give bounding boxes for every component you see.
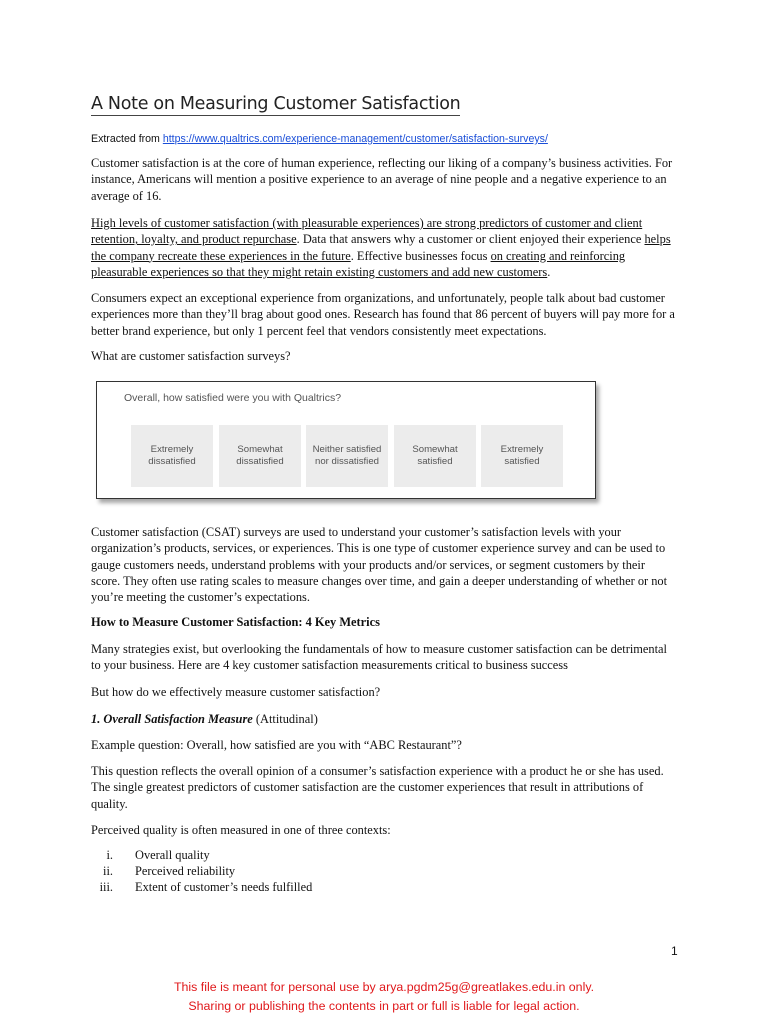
document-title: A Note on Measuring Customer Satisfaction: [91, 94, 461, 114]
survey-question: Overall, how satisfied were you with Qualtrics?: [124, 392, 342, 404]
source-prefix: Extracted from: [91, 133, 163, 145]
underlined-phrase-2: helps the company recreate these experiences in the future: [91, 232, 671, 263]
option-somewhat-satisfied: Somewhat satisfied: [394, 425, 476, 487]
text-segment: . Effective businesses focus: [350, 248, 491, 263]
list-number: iii.: [99, 880, 113, 894]
list-number: ii.: [103, 864, 113, 878]
heading-key-metrics: How to Measure Customer Satisfaction: 4 Key Metrics: [91, 615, 380, 629]
paragraph-consumers: Consumers expect an exceptional experience from organizations, and unfortunately, people talk about bad customer experiences more than they’ll brag about good ones. Research has found that 86 percent of buyers will pay more for a better brand experience, but only 1 percent feel that vendors consistently meet expectations.: [91, 291, 675, 338]
paragraph-how-measure: But how do we effectively measure customer satisfaction?: [91, 685, 381, 699]
paragraph-question-csat: What are customer satisfaction surveys?: [91, 349, 291, 363]
survey-figure: [96, 381, 596, 499]
list-item: Perceived reliability: [135, 864, 236, 878]
usage-notice-line-1: This file is meant for personal use by arya.pgdm25g@greatlakes.edu.in only.: [173, 980, 595, 994]
source-link[interactable]: https://www.qualtrics.com/experience-management/customer/satisfaction-surveys/: [162, 133, 548, 145]
paragraph-overall-opinion: This question reflects the overall opinion of a consumer’s satisfaction experience with a product he or she has used. The single greatest predictors of customer satisfaction are the customer experiences that result in attributions of quality.: [91, 764, 664, 811]
text-segment: .: [547, 264, 551, 279]
underlined-phrase-1: High levels of customer satisfaction (with pleasurable experiences) are strong predictors of customer and client retention, loyalty, and product repurchase: [91, 216, 643, 247]
paragraph-intro: Customer satisfaction is at the core of human experience, reflecting our liking of a company’s business activities. For instance, Americans will mention a positive experience to an average of nine people and a negative experience to an average of 16.: [91, 156, 673, 203]
paragraph-high-levels: [91, 215, 677, 280]
paragraph-strategies: Many strategies exist, but overlooking the fundamentals of how to measure customer satisfaction can be detrimental to your business. Here are 4 key customer satisfaction measurements critical to business success: [91, 642, 668, 673]
option-extremely-satisfied: Extremely satisfied: [481, 425, 563, 487]
usage-notice-line-2: Sharing or publishing the contents in part or full is liable for legal action.: [188, 999, 580, 1013]
list-number: i.: [106, 848, 113, 862]
list-item: Overall quality: [135, 848, 210, 862]
heading-overall-satisfaction-type: (Attitudinal): [252, 712, 318, 726]
list-item: Extent of customer’s needs fulfilled: [135, 880, 313, 894]
source-line: [91, 133, 548, 145]
paragraph-csat-surveys: Customer satisfaction (CSAT) surveys are used to understand your customer’s satisfaction levels with your organization’s products, services, or experiences. This is one type of customer experience survey and can be used to gauge customers needs, understand problems with your products and/or services, or segment customers by their score. They often use rating scales to measure changes over time, and gain a deeper understanding of whether or not you’re meeting the customer’s expectations.: [91, 525, 668, 605]
option-neither: Neither satisfied nor dissatisfied: [306, 425, 388, 487]
option-extremely-dissatisfied: Extremely dissatisfied: [131, 425, 213, 487]
paragraph-example-question: Example question: Overall, how satisfied are you with “ABC Restaurant”?: [91, 738, 462, 752]
paragraph-perceived-quality: Perceived quality is often measured in one of three contexts:: [91, 823, 391, 837]
heading-overall-satisfaction: [91, 711, 677, 727]
page-number: 1: [671, 944, 678, 958]
option-somewhat-dissatisfied: Somewhat dissatisfied: [219, 425, 301, 487]
heading-overall-satisfaction-title: 1. Overall Satisfaction Measure: [91, 712, 253, 726]
underlined-phrase-3: on creating and reinforcing pleasurable experiences so that they might retain existing customers and add new customers: [91, 248, 626, 279]
text-segment: . Data that answers why a customer or client enjoyed their experience: [296, 232, 645, 247]
